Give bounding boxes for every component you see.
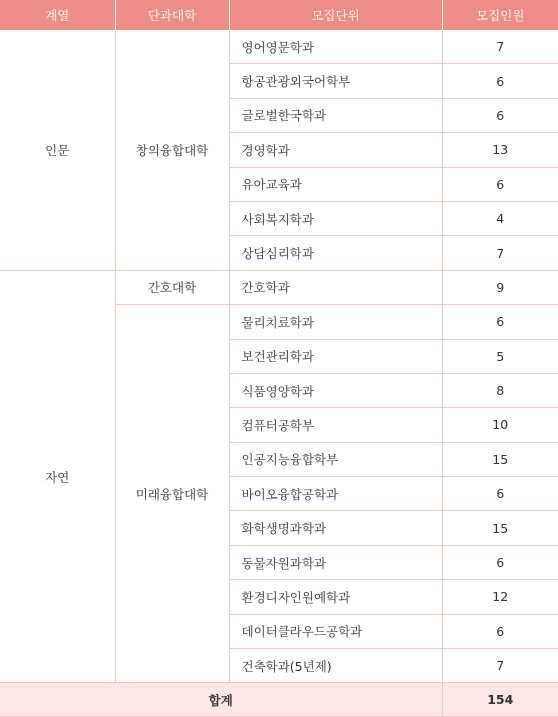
count-cell: 5: [442, 339, 558, 373]
category-cell-science: 자연: [0, 270, 115, 683]
count-cell: 6: [442, 477, 558, 511]
dept-cell: 글로벌한국학과: [229, 98, 442, 132]
dept-cell: 동물자원과학과: [229, 545, 442, 579]
header-category: 계열: [0, 0, 115, 30]
count-cell: 15: [442, 511, 558, 545]
dept-cell: 사회복지학과: [229, 201, 442, 235]
total-label: 합계: [0, 683, 442, 717]
count-cell: 6: [442, 98, 558, 132]
count-cell: 15: [442, 442, 558, 476]
count-cell: 9: [442, 270, 558, 304]
category-cell-humanities: 인문: [0, 30, 115, 270]
count-cell: 6: [442, 167, 558, 201]
dept-cell: 바이오융합공학과: [229, 477, 442, 511]
count-cell: 10: [442, 408, 558, 442]
count-cell: 6: [442, 305, 558, 339]
dept-cell: 보건관리학과: [229, 339, 442, 373]
header-count: 모집인원: [442, 0, 558, 30]
dept-cell: 식품영양학과: [229, 373, 442, 407]
dept-cell: 상담심리학과: [229, 236, 442, 270]
dept-cell: 간호학과: [229, 270, 442, 304]
count-cell: 7: [442, 30, 558, 64]
dept-cell: 건축학과(5년제): [229, 649, 442, 683]
dept-cell: 항공관광외국어학부: [229, 64, 442, 98]
header-college: 단과대학: [115, 0, 229, 30]
dept-cell: 경영학과: [229, 133, 442, 167]
count-cell: 6: [442, 64, 558, 98]
dept-cell: 컴퓨터공학부: [229, 408, 442, 442]
count-cell: 12: [442, 580, 558, 614]
dept-cell: 물리치료학과: [229, 305, 442, 339]
count-cell: 7: [442, 649, 558, 683]
college-cell-creative: 창의융합대학: [115, 30, 229, 270]
header-row: [0, 0, 558, 30]
dept-cell: 환경디자인원예학과: [229, 580, 442, 614]
dept-cell: 화학생명과학과: [229, 511, 442, 545]
college-cell-nursing: 간호대학: [115, 270, 229, 304]
dept-cell: 인공지능융합학부: [229, 442, 442, 476]
dept-cell: 영어영문학과: [229, 30, 442, 64]
table-row: [0, 270, 558, 304]
dept-cell: 유아교육과: [229, 167, 442, 201]
header-unit: 모집단위: [229, 0, 442, 30]
count-cell: 6: [442, 545, 558, 579]
count-cell: 7: [442, 236, 558, 270]
college-cell-future: 미래융합대학: [115, 305, 229, 683]
count-cell: 13: [442, 133, 558, 167]
count-cell: 8: [442, 373, 558, 407]
count-cell: 6: [442, 614, 558, 648]
count-cell: 4: [442, 201, 558, 235]
table-row: [0, 30, 558, 64]
total-count: 154: [442, 683, 558, 717]
dept-cell: 데이터클라우드공학과: [229, 614, 442, 648]
